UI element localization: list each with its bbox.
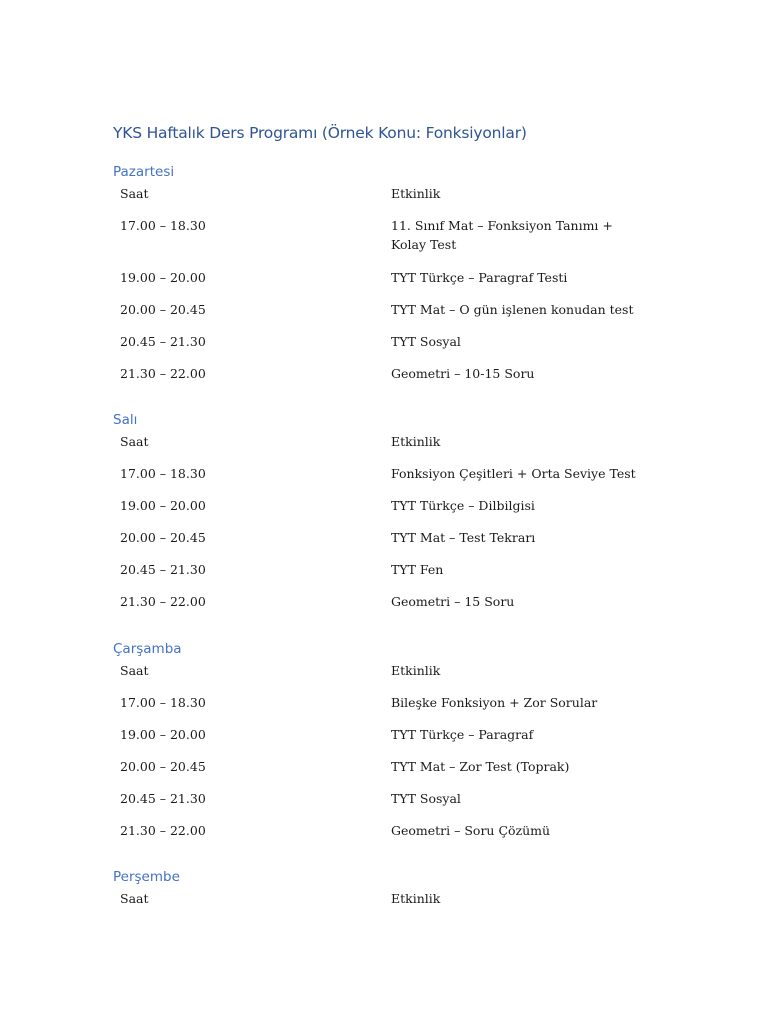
table-row — [113, 821, 641, 853]
time-cell: 21.30 – 22.00 — [120, 594, 206, 609]
table-row — [113, 268, 641, 300]
time-cell: 19.00 – 20.00 — [120, 727, 206, 742]
activity-cell: Geometri – 15 Soru — [391, 594, 515, 609]
time-cell: 17.00 – 18.30 — [120, 695, 206, 710]
table-header-row — [113, 889, 641, 921]
column-header-activity: Etkinlik — [391, 186, 441, 201]
time-cell: 20.45 – 21.30 — [120, 334, 206, 349]
time-cell: 19.00 – 20.00 — [120, 270, 206, 285]
schedule-table — [113, 661, 641, 853]
schedule-table — [113, 184, 641, 396]
column-header-activity: Etkinlik — [391, 434, 441, 449]
table-row — [113, 364, 641, 396]
table-row — [113, 300, 641, 332]
time-cell: 21.30 – 22.00 — [120, 823, 206, 838]
table-row — [113, 216, 641, 268]
activity-cell: Geometri – Soru Çözümü — [391, 823, 551, 838]
time-cell: 21.30 – 22.00 — [120, 366, 206, 381]
table-row — [113, 528, 641, 560]
time-cell: 20.45 – 21.30 — [120, 562, 206, 577]
day-section-sali — [113, 410, 673, 624]
day-heading: Çarşamba — [113, 641, 182, 657]
column-header-time: Saat — [120, 891, 149, 906]
activity-cell: TYT Türkçe – Dilbilgisi — [391, 498, 535, 513]
table-row — [113, 757, 641, 789]
table-header-row — [113, 432, 641, 464]
table-row — [113, 789, 641, 821]
table-header-row — [113, 184, 641, 216]
activity-cell: TYT Türkçe – Paragraf — [391, 727, 534, 742]
day-section-pazartesi — [113, 162, 673, 396]
table-header-row — [113, 661, 641, 693]
table-row — [113, 725, 641, 757]
column-header-time: Saat — [120, 434, 149, 449]
day-heading: Perşembe — [113, 869, 180, 885]
document-title: YKS Haftalık Ders Programı (Örnek Konu: Fonksiyonlar) — [113, 124, 527, 142]
time-cell: 20.00 – 20.45 — [120, 759, 206, 774]
time-cell: 19.00 – 20.00 — [120, 498, 206, 513]
activity-cell: Bileşke Fonksiyon + Zor Sorular — [391, 695, 598, 710]
table-row — [113, 693, 641, 725]
day-heading: Salı — [113, 412, 138, 428]
schedule-table — [113, 889, 641, 921]
activity-cell: TYT Mat – Zor Test (Toprak) — [391, 759, 570, 774]
table-row — [113, 560, 641, 592]
table-row — [113, 496, 641, 528]
table-row — [113, 332, 641, 364]
activity-cell: TYT Mat – Test Tekrarı — [391, 530, 536, 545]
activity-cell: TYT Mat – O gün işlenen konudan test — [391, 302, 634, 317]
time-cell: 17.00 – 18.30 — [120, 218, 206, 233]
activity-cell: TYT Sosyal — [391, 791, 461, 806]
day-section-carsamba — [113, 639, 673, 853]
day-section-persembe — [113, 867, 673, 921]
time-cell: 17.00 – 18.30 — [120, 466, 206, 481]
activity-cell: TYT Sosyal — [391, 334, 461, 349]
activity-cell: TYT Türkçe – Paragraf Testi — [391, 270, 568, 285]
day-heading: Pazartesi — [113, 164, 175, 180]
time-cell: 20.00 – 20.45 — [120, 302, 206, 317]
column-header-time: Saat — [120, 663, 149, 678]
schedule-table — [113, 432, 641, 624]
activity-cell: 11. Sınıf Mat – Fonksiyon Tanımı + Kolay Test — [391, 218, 613, 252]
table-row — [113, 464, 641, 496]
activity-cell: TYT Fen — [391, 562, 444, 577]
activity-cell: Fonksiyon Çeşitleri + Orta Seviye Test — [391, 466, 636, 481]
time-cell: 20.45 – 21.30 — [120, 791, 206, 806]
column-header-activity: Etkinlik — [391, 891, 441, 906]
column-header-time: Saat — [120, 186, 149, 201]
column-header-activity: Etkinlik — [391, 663, 441, 678]
time-cell: 20.00 – 20.45 — [120, 530, 206, 545]
activity-cell: Geometri – 10-15 Soru — [391, 366, 535, 381]
table-row — [113, 592, 641, 624]
